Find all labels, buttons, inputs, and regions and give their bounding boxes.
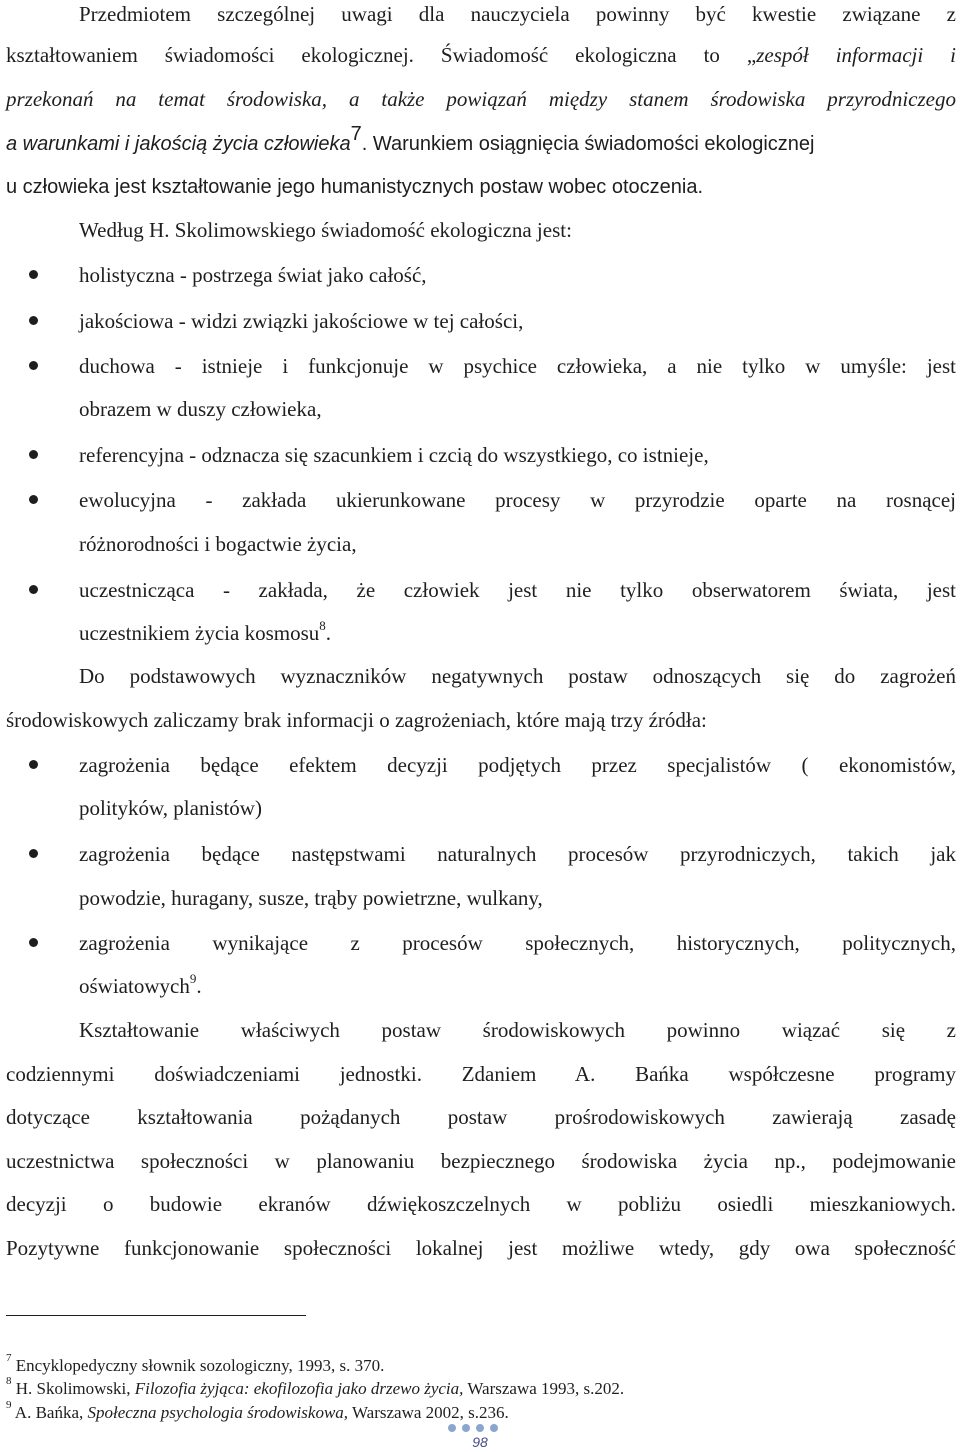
- list-item: zagrożenia wynikające z procesów społecznych, historycznych, politycznych,: [79, 931, 956, 955]
- bullet-icon: [29, 361, 38, 370]
- body-line: decyzji o budowie ekranów dźwiękoszczelnych w pobliżu osiedli mieszkaniowych.: [6, 1192, 956, 1216]
- body-line: Pozytywne funkcjonowanie społeczności lokalnej jest możliwe wtedy, gdy owa społeczność: [6, 1236, 956, 1260]
- list-item: duchowa - istnieje i funkcjonuje w psychice człowieka, a nie tylko w umyśle: jest: [79, 354, 956, 378]
- list-item: jakościowa - widzi związki jakościowe w tej całości,: [79, 309, 524, 333]
- list-item: zagrożenia będące następstwami naturalnych procesów przyrodniczych, takich jak: [79, 842, 956, 866]
- bullet-icon: [29, 760, 38, 769]
- list-item: holistyczna - postrzega świat jako całość,: [79, 263, 427, 287]
- bullet-icon: [29, 450, 38, 459]
- body-line: uczestnictwa społeczności w planowaniu bezpiecznego środowiska życia np., podejmowanie: [6, 1149, 956, 1173]
- footnote-text: Warszawa 1993, s.202.: [463, 1379, 625, 1398]
- footnote-text: H. Skolimowski,: [11, 1379, 135, 1398]
- footnote-text: Warszawa 2002, s.236.: [348, 1403, 509, 1422]
- bullet-icon: [29, 585, 38, 594]
- footnote-number: 9: [6, 1399, 12, 1412]
- list-item-cont: różnorodności i bogactwie życia,: [79, 532, 357, 556]
- text-run: uczestnikiem życia kosmosu: [79, 621, 320, 645]
- list-item-cont: polityków, planistów): [79, 796, 262, 820]
- footnote-number: 8: [6, 1375, 12, 1388]
- dot-icon: [448, 1424, 456, 1432]
- text-run: oświatowych: [79, 974, 190, 998]
- body-line: [6, 41, 956, 69]
- footnote-separator: [6, 1315, 306, 1316]
- dot-icon: [462, 1424, 470, 1432]
- dot-icon: [490, 1424, 498, 1432]
- list-item: ewolucyjna - zakłada ukierunkowane procesy w przyrodzie oparte na rosnącej: [79, 488, 956, 512]
- footnote-title: Filozofia żyjąca: ekofilozofia jako drzewo życia,: [134, 1379, 464, 1398]
- footnote-text: Encyklopedyczny słownik sozologiczny, 1993, s. 370.: [11, 1356, 385, 1375]
- body-line: Przedmiotem szczególnej uwagi dla nauczyciela powinny być kwestie związane z: [79, 2, 956, 26]
- body-line: środowiskowych zaliczamy brak informacji o zagrożeniach, które mają trzy źródła:: [6, 708, 707, 732]
- footnote-9: [6, 1399, 906, 1424]
- body-line: Do podstawowych wyznaczników negatywnych postaw odnoszących się do zagrożeń: [79, 664, 956, 688]
- list-item: zagrożenia będące efektem decyzji podjętych przez specjalistów ( ekonomistów,: [79, 753, 956, 777]
- quote-text: przekonań na temat środowiska, a także powiązań między stanem środowiska przyrodniczego: [6, 87, 956, 111]
- page-dots-icon: [448, 1424, 512, 1434]
- footnote-ref[interactable]: 7: [350, 123, 362, 145]
- list-item-cont: powodzie, huragany, susze, trąby powietrzne, wulkany,: [79, 886, 543, 910]
- bullet-icon: [29, 849, 38, 858]
- body-line: [6, 123, 956, 158]
- footnote-ref[interactable]: 8: [319, 618, 326, 633]
- dot-icon: [476, 1424, 484, 1432]
- bullet-icon: [29, 270, 38, 279]
- page-number: 98: [472, 1434, 488, 1450]
- list-item-cont: [79, 972, 956, 1000]
- text-run: . Warunkiem osiągnięcia świadomości ekologicznej: [361, 133, 815, 155]
- footnote-8: [6, 1375, 906, 1400]
- footnote-text: A. Bańka,: [11, 1403, 88, 1422]
- list-intro: Według H. Skolimowskiego świadomość ekologiczna jest:: [79, 218, 572, 242]
- footnote-number: 7: [6, 1352, 12, 1365]
- bullet-icon: [29, 495, 38, 504]
- bullet-icon: [29, 938, 38, 947]
- bullet-icon: [29, 316, 38, 325]
- footnote-7: [6, 1352, 906, 1377]
- body-line: dotyczące kształtowania pożądanych postaw prośrodowiskowych zawierają zasadę: [6, 1105, 956, 1129]
- body-line: u człowieka jest kształtowanie jego humanistycznych postaw wobec otoczenia.: [6, 176, 704, 198]
- list-item: uczestnicząca - zakłada, że człowiek jest nie tylko obserwatorem świata, jest: [79, 578, 956, 602]
- list-item: referencyjna - odznacza się szacunkiem i czcią do wszystkiego, co istnieje,: [79, 443, 709, 467]
- text-run: .: [196, 974, 202, 998]
- list-item-cont: obrazem w duszy człowieka,: [79, 397, 322, 421]
- text-run: .: [325, 621, 332, 645]
- footnote-title: Społeczna psychologia środowiskowa,: [87, 1403, 349, 1422]
- quote-text: a warunkami i jakością życia człowieka: [6, 133, 351, 155]
- text-run: kształtowaniem świadomości ekologicznej. Świadomość ekologiczna to „: [6, 43, 757, 67]
- body-line: [6, 85, 956, 113]
- body-line: Kształtowanie właściwych postaw środowiskowych powinno wiązać się z: [79, 1018, 956, 1042]
- quote-text: zespół informacji i: [756, 43, 956, 67]
- body-line: codziennymi doświadczeniami jednostki. Zdaniem A. Bańka współczesne programy: [6, 1062, 956, 1086]
- list-item-cont: [79, 619, 956, 647]
- footnote-ref[interactable]: 9: [189, 971, 197, 986]
